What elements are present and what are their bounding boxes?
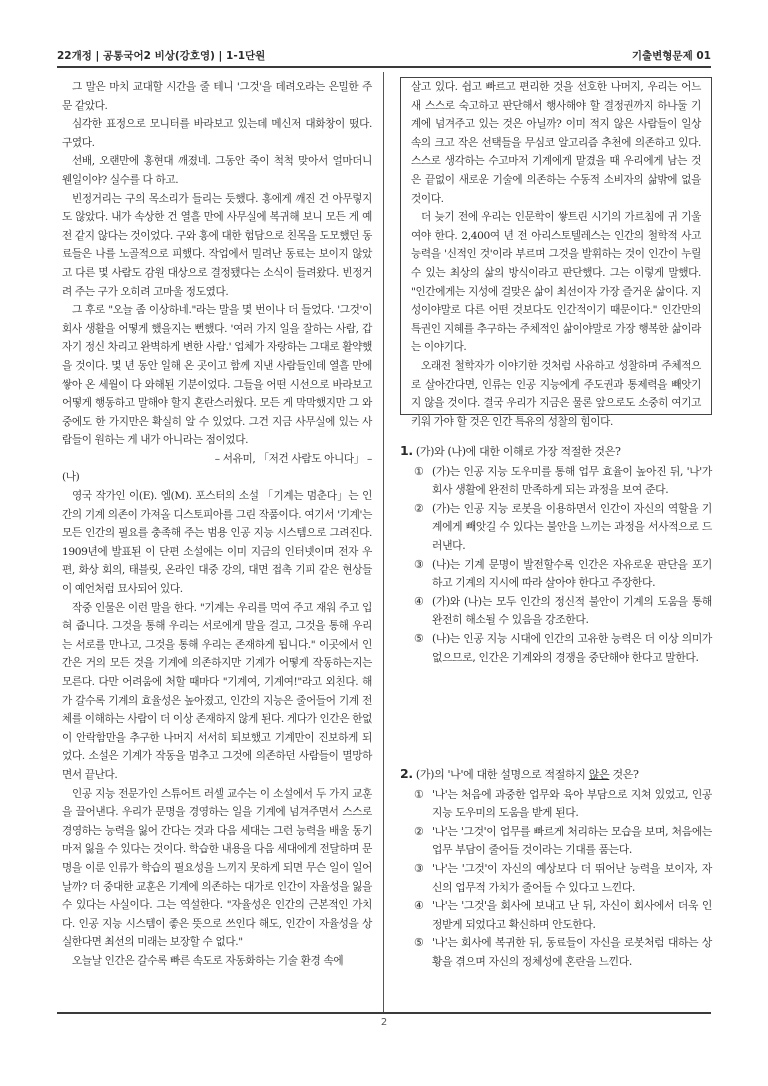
passage-paragraph: 살고 있다. 쉽고 빠르고 편리한 것을 선호한 나머지, 우리는 어느새 스스로 숙고하고 판단해서 행사해야 할 결정권까지 하나둘 기계에 넘겨주고 있는 것은 아닐까? 이미 적지 않은 사람들이 일상 속의 크고 작은 선택들을 무심코 알고리즘 추천에 의존하고 있다. 스스로 생각하는 수고마저 기계에게 맡겼을 때 우리에게 남는 것은 끝없이 새로운 기술에 의존하는 수동적 소비자의 삶밖에 없을 것이다. <box>411 81 701 205</box>
question-number: 2. <box>400 766 413 781</box>
answer-option[interactable] <box>400 786 712 823</box>
answer-option[interactable] <box>400 630 712 667</box>
header-section-title: 기출변형문제 01 <box>631 50 711 62</box>
left-column-passage <box>62 78 372 971</box>
option-text: (가)는 인공 지능 도우미를 통해 업무 효율이 높아진 뒤, '나'가 회사 생활에 완전히 만족하게 되는 과정을 보여 준다. <box>432 464 712 497</box>
option-mark: ④ <box>414 899 424 913</box>
option-mark: ② <box>414 824 424 838</box>
question-number: 1. <box>400 443 413 458</box>
option-mark: ③ <box>414 861 424 875</box>
option-mark: ③ <box>414 557 424 571</box>
passage-paragraph: 빈정거리는 구의 목소리가 들리는 듯했다. 홍에게 깨진 건 아무렇지도 않았다. 내가 속상한 건 열흘 만에 사무실에 복귀해 보니 모든 게 예전 같지 않다는 것이었다. 구와 홍에 대한 험담으로 친목을 도모했던 동료들은 나를 노골적으로 피했다. 작업에서 밀려난 동료는 보이지 않았고 다른 몇 사람도 감원 대상으로 결정됐다는 소식이 들려왔다. 빈정거려 주는 구가 오히려 고마울 정도였다. <box>62 192 372 298</box>
question-text: 것은? <box>609 768 639 781</box>
column-divider <box>383 72 384 1012</box>
option-text: '나'는 '그것'이 업무를 빠르게 처리하는 모습을 보며, 처음에는 업무 부담이 줄어들 것이라는 기대를 품는다. <box>432 824 712 857</box>
section-label: (나) <box>62 471 80 484</box>
footer-divider <box>57 1012 711 1014</box>
page-number: 2 <box>380 1017 388 1028</box>
answer-option[interactable] <box>400 556 712 593</box>
question-2 <box>400 765 712 972</box>
answer-option[interactable] <box>400 593 712 630</box>
answer-option[interactable] <box>400 463 712 500</box>
passage-paragraph: 그 말은 마치 교대할 시간을 줄 테니 '그것'을 데려오라는 은밀한 주문 같았다. <box>62 81 372 112</box>
question-text: (가)의 '나'에 대한 설명으로 적절하지 <box>415 768 589 781</box>
passage-paragraph: 작중 인물은 이런 말을 한다. "기계는 우리를 먹여 주고 재워 주고 입혀 줍니다. 그것을 통해 우리는 서로에게 말을 걸고, 그것을 통해 우리는 서로를 만나고, 그것을 통해 우리는 존재하게 됩니다." 이곳에서 인간은 거의 모든 것을 기계에 의존하지만 기계가 어떻게 작동하는지는 모른다. 다만 어려움에 처할 때마다 "기계여, 기계여!"라고 외친다. 해가 갈수록 기계의 효율성은 높아졌고, 인간의 지능은 줄어들어 기계 전체를 이해하는 사람이 더 이상 존재하지 않게 된다. 게다가 인간은 한없이 안락함만을 추구한 나머지 서서히 퇴보했고 기계만이 진보하게 되었다. 소설은 기계가 작동을 멈추고 그것에 의존하던 사람들이 멸망하면서 끝난다. <box>62 601 372 781</box>
option-mark: ① <box>414 464 424 478</box>
option-text: '나'는 '그것'을 회사에 보내고 난 뒤, 자신이 회사에서 더욱 인정받게 되었다고 확신하며 안도한다. <box>432 899 712 931</box>
option-mark: ④ <box>414 594 424 608</box>
source-citation: – 서유미, 「저건 사람도 아니다」 – <box>214 452 372 465</box>
answer-option[interactable] <box>400 500 712 556</box>
passage-box-text <box>411 78 701 431</box>
answer-option[interactable] <box>400 934 712 971</box>
answer-option[interactable] <box>400 897 712 934</box>
option-text: '나'는 '그것'이 자신의 예상보다 더 뛰어난 능력을 보이자, 자신의 업무적 가치가 줄어들 수 있다고 느낀다. <box>432 861 712 894</box>
page-header <box>57 48 711 66</box>
option-text: (나)는 인공 지능 시대에 인간의 고유한 능력은 더 이상 의미가 없으므로, 인간은 기계와의 경쟁을 중단해야 한다고 말한다. <box>432 631 712 664</box>
question-text: (가)와 (나)에 대한 이해로 가장 적절한 것은? <box>415 445 621 458</box>
header-divider <box>57 66 711 68</box>
passage-continuation-box <box>400 77 712 428</box>
question-1 <box>400 442 712 667</box>
option-text: (가)는 인공 지능 로봇을 이용하면서 인간이 자신의 역할을 기계에게 빼앗길 수 있다는 불안을 느끼는 과정을 서사적으로 드러낸다. <box>432 501 712 552</box>
passage-paragraph: 인공 지능 전문가인 스튜어트 러셀 교수는 이 소설에서 두 가지 교훈을 끌어낸다. 우리가 문명을 경영하는 일을 기계에 넘겨주면서 스스로 경영하는 능력을 잃어 간다는 것과 다음 세대는 그런 능력을 배울 동기마저 잃을 수 있다는 것이다. 학습한 내용을 다음 세대에게 전달하며 문명을 이룬 인류가 학습의 필요성을 느끼지 못하게 되면 무슨 일이 일어날까? 더 중대한 교훈은 기계에 의존하는 대가로 인간이 자율성을 잃을 수 있다는 사실이다. 그는 역설한다. "자율성은 인간의 근본적인 가치다. 인공 지능 시스템이 좋은 뜻으로 쓰인다 해도, 인간이 자율성을 상실한다면 최선의 미래는 보장할 수 없다." <box>62 787 372 949</box>
option-text: (나)는 기계 문명이 발전할수록 인간은 자유로운 판단을 포기하고 기계의 지시에 따라 살아야 한다고 주장한다. <box>432 557 712 590</box>
header-course-info: 22개정 | 공통국어2 비상(강호영) | 1-1단원 <box>57 50 266 62</box>
option-text: (가)와 (나)는 모두 인간의 정신적 불안이 기계의 도움을 통해 완전히 해소될 수 있음을 강조한다. <box>432 594 712 627</box>
passage-paragraph: 선배, 오랜만에 홍현대 깨졌네. 그동안 죽이 척척 맞아서 얼마더니 웬일이야? 실수를 다 하고. <box>62 155 372 186</box>
option-mark: ② <box>414 501 424 515</box>
question-stem <box>400 442 712 462</box>
passage-paragraph: 오늘날 인간은 갈수록 빠른 속도로 자동화하는 기술 환경 속에 <box>72 954 344 967</box>
passage-paragraph: 오래전 철학자가 이야기한 것처럼 사유하고 성찰하며 주체적으로 살아간다면, 인류는 인공 지능에게 주도권과 통제력을 빼앗기지 않을 것이다. 결국 우리가 지금은 물론 앞으로도 소중히 여기고 키워 가야 할 것은 인간 특유의 성찰의 힘이다. <box>411 359 701 428</box>
passage-paragraph: 더 늦기 전에 우리는 인문학이 쌓트린 시기의 가르침에 귀 기울여야 한다. 2,400여 년 전 아리스토텔레스는 인간의 철학적 사고 능력을 '신적인 것'이라 부르며 그것을 발휘하는 것이 인간이 누릴 수 있는 최상의 삶의 방식이라고 판단했다. 그는 이렇게 말했다. "인간에게는 지성에 걸맞은 삶이 최선이자 가장 즐거운 삶이다. 지성이야말로 다른 어떤 것보다도 인간적이기 때문이다." 인간만의 특권인 지혜를 추구하는 주체적인 삶이야말로 가장 행복한 삶이라는 이야기다. <box>411 211 701 354</box>
question-text-emphasis: 않은 <box>588 768 610 781</box>
option-text: '나'는 처음에 과중한 업무와 육아 부담으로 지쳐 있었고, 인공 지능 도우미의 도움을 받게 된다. <box>432 787 712 820</box>
option-text: '나'는 회사에 복귀한 뒤, 동료들이 자신을 로봇처럼 대하는 상황을 겪으며 자신의 정체성에 혼란을 느낀다. <box>432 936 712 968</box>
passage-paragraph: 영국 작가인 이(E). 엠(M). 포스터의 소설 「기계는 멈춘다」는 인간의 기계 의존이 가져올 디스토피아를 그린 작품이다. 여기서 '기계'는 모든 인간의 필요를 충족해 주는 범용 인공 지능 시스템으로 그려진다. 1909년에 발표된 이 단편 소설에는 이미 지금의 인터넷이며 전자 우편, 화상 회의, 태블릿, 온라인 대중 강의, 대면 접촉 기피 같은 현상들이 예언처럼 묘사되어 있다. <box>62 490 372 596</box>
option-mark: ① <box>414 787 424 801</box>
option-mark: ⑤ <box>414 936 424 950</box>
question-stem <box>400 765 712 785</box>
option-mark: ⑤ <box>414 631 424 645</box>
passage-paragraph: 심각한 표정으로 모니터를 바라보고 있는데 메신저 대화창이 떴다. 구였다. <box>62 118 372 149</box>
passage-paragraph: 그 후로 "오늘 좀 이상하네."라는 말을 몇 번이나 더 들었다. '그것'이 회사 생활을 어떻게 했을지는 뻔했다. '여러 가지 일을 잘하는 사람, 갑자기 정신 차리고 완벽하게 변한 사람.' 업체가 자랑하는 그대로 활약했을 것이다. 몇 년 동안 일해 온 곳이고 함께 지낸 사람들인데 열흘 만에 쌓아 온 세월이 다 와해된 기분이었다. 그들을 어떤 시선으로 바라보고 어떻게 행동하고 말해야 할지 혼란스러웠다. 모든 게 막막했지만 그 와중에도 한 가지만은 확실히 알 수 있었다. 그건 지금 사무실에 있는 사람들이 원하는 게 내가 아니라는 점이었다. <box>62 304 372 447</box>
answer-option[interactable] <box>400 823 712 860</box>
answer-option[interactable] <box>400 860 712 897</box>
